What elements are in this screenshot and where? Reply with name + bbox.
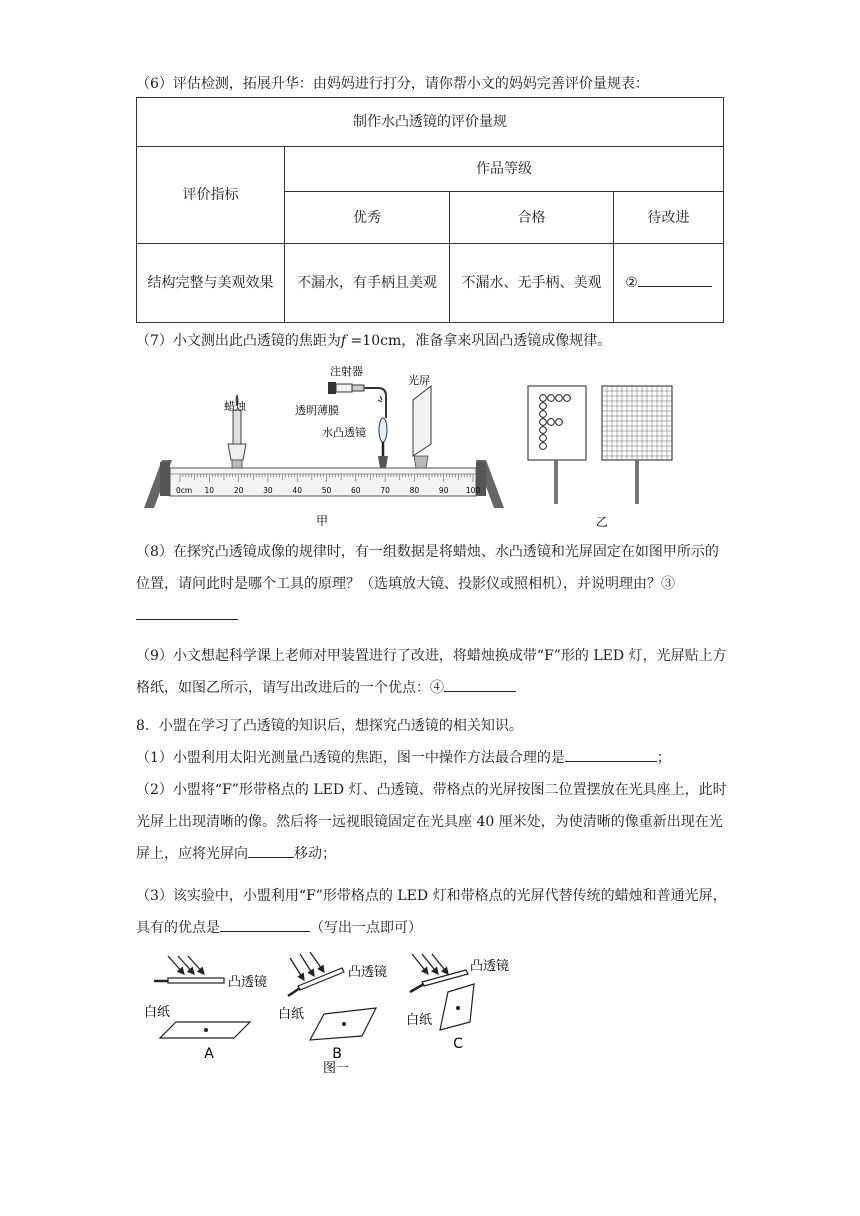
film-label: 透明薄膜	[295, 404, 339, 417]
led-dot	[556, 419, 563, 426]
rubric-cell-improve	[614, 244, 724, 323]
ruler-tick-label: 20	[233, 486, 244, 495]
ruler-tick-label: 30	[263, 486, 273, 495]
option-a-lens-label: 凸透镜	[228, 975, 268, 990]
f-led-board	[528, 386, 586, 504]
led-dot	[540, 395, 547, 402]
answer-blank-p8-1[interactable]	[565, 747, 657, 762]
p8-s1: （1）小盟利用太阳光测量凸透镜的焦距，图一中操作方法最合理的是 ；	[136, 742, 726, 774]
figure-caption: 图一	[322, 1061, 350, 1076]
option-a-paper-label: 白纸	[144, 1005, 171, 1020]
led-dot	[540, 443, 547, 450]
led-dot	[548, 419, 555, 426]
rubric-cell-pass: 不漏水、无手柄、美观	[450, 244, 614, 323]
rubric-indicator-header: 评价指标	[137, 147, 285, 244]
ruler-tick-label: 10	[204, 486, 215, 495]
screen-label: 光屏	[408, 374, 430, 387]
answer-blank-2[interactable]	[638, 272, 712, 287]
caption-jia: 甲	[315, 514, 329, 528]
answer-blank-3[interactable]	[136, 605, 238, 620]
rubric-title: 制作水凸透镜的评价量规	[137, 98, 724, 147]
led-dot	[548, 395, 555, 402]
focal-length-value: =10cm	[346, 333, 402, 349]
optics-bench-figure	[140, 360, 700, 532]
rubric-cell-excellent: 不漏水，有手柄且美观	[285, 244, 450, 323]
led-dot	[564, 395, 571, 402]
led-dot	[540, 427, 547, 434]
ruler-tick-label: 100	[465, 486, 481, 495]
rubric-row-label: 结构完整与美观效果	[137, 244, 285, 323]
focal-length-var: f	[340, 333, 347, 349]
rubric-table	[136, 97, 724, 323]
syringe-label: 注射器	[330, 365, 363, 378]
bench-left-block	[160, 462, 170, 496]
water-lens	[378, 418, 388, 468]
ruler-tick-label: 40	[292, 486, 302, 495]
led-dot	[540, 419, 547, 426]
lens-label: 水凸透镜	[322, 426, 366, 439]
rubric-grade-excellent: 优秀	[285, 192, 450, 244]
led-dot	[540, 435, 547, 442]
blank-2-marker: ②	[625, 275, 638, 291]
ruler-tick-label: 60	[351, 486, 361, 495]
option-b-paper-label: 白纸	[278, 1007, 305, 1022]
option-a-setup	[154, 956, 250, 1038]
option-c-letter: C	[453, 1036, 463, 1052]
caption-yi: 乙	[595, 515, 609, 529]
q6-text: （6）评估检测，拓展升华：由妈妈进行打分，请你帮小文的妈妈完善评价量规表：	[136, 76, 649, 92]
option-b-lens-label: 凸透镜	[348, 965, 388, 980]
rubric-grade-pass: 合格	[450, 192, 614, 244]
ruler-tick-label: 70	[380, 486, 390, 495]
led-dot	[540, 403, 547, 410]
light-screen	[413, 386, 431, 468]
option-c-paper-label: 白纸	[406, 1013, 433, 1028]
q8-text: （8）在探究凸透镜成像的规律时，有一组数据是将蜡烛、水凸透镜和光屏固定在如图甲所示的位置，请问此时是哪个工具的原理？（选填放大镜、投影仪或照相机），并说明理由？③	[136, 536, 728, 632]
option-b-letter: B	[332, 1046, 342, 1062]
sunlight-focal-figure	[140, 952, 540, 1080]
q7-text: （7）小文测出此凸透镜的焦距为f =10cm，准备拿来巩固凸透镜成像规律。	[136, 333, 612, 349]
answer-blank-4[interactable]	[444, 677, 516, 692]
q9-text: （9）小文想起科学课上老师对甲装置进行了改进，将蜡烛换成带“F”形的 LED 灯，光屏贴上方格纸，如图乙所示，请写出改进后的一个优点：④	[136, 648, 727, 696]
led-dot	[556, 395, 563, 402]
led-dot	[540, 411, 547, 418]
p8-s2: （2）小盟将“F”形带格点的 LED 灯、凸透镜、带格点的光屏按图二位置摆放在光具座上，此时光屏上出现清晰的像。然后将一远视眼镜固定在光具座 40 厘米处，为使清晰的像重新出现在光屏上，应将光屏向 移动；	[136, 782, 727, 862]
option-c-lens-label: 凸透镜	[470, 959, 510, 974]
rubric-grade-header: 作品等级	[285, 147, 724, 192]
ruler-tick-label: 80	[409, 486, 420, 495]
rubric-grade-improve: 待改进	[614, 192, 724, 244]
candle-label: 蜡烛	[224, 400, 246, 413]
ruler-tick-label: 50	[321, 486, 332, 495]
ruler-tick-label: 90	[438, 486, 449, 495]
answer-blank-p8-2[interactable]	[248, 843, 294, 858]
grid-screen	[602, 386, 672, 504]
option-a-letter: A	[204, 1046, 214, 1062]
answer-blank-p8-3[interactable]	[220, 917, 310, 932]
ruler-tick-label: 0cm	[176, 486, 193, 495]
p8-intro: 8．小盟在学习了凸透镜的知识后，想探究凸透镜的相关知识。	[136, 718, 523, 734]
p8-s3: （3）该实验中，小盟利用“F”形带格点的 LED 灯和带格点的光屏代替传统的蜡烛和普通光屏，具有的优点是 （写出一点即可）	[136, 888, 727, 936]
